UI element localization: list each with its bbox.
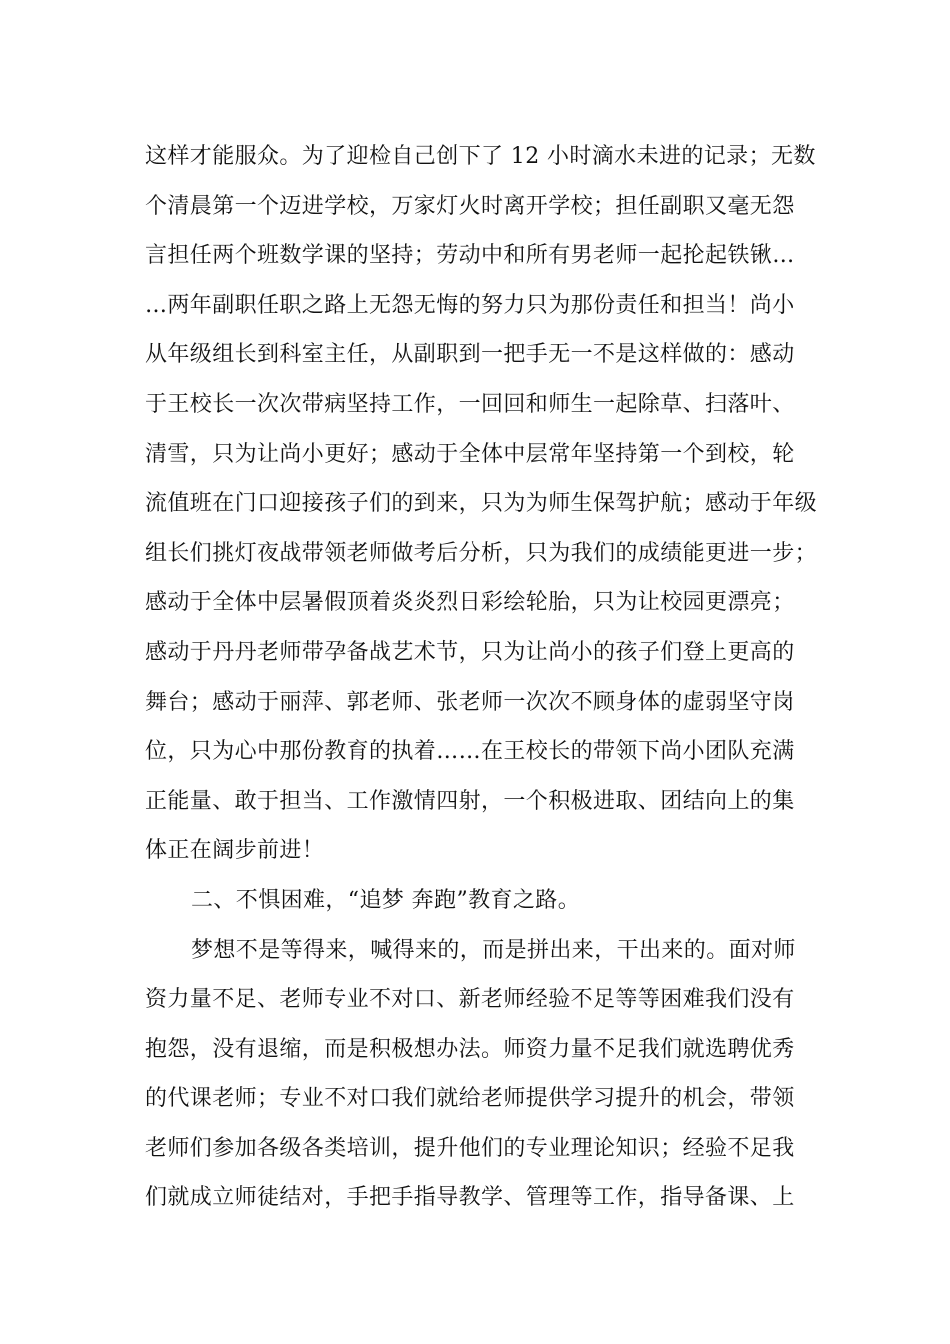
text-line: 梦想不是等得来，喊得来的，而是拼出来，干出来的。面对师	[191, 937, 796, 963]
text-line: 体正在阔步前进！	[145, 838, 325, 864]
text-line: 的代课老师；专业不对口我们就给老师提供学习提升的机会，带领	[145, 1086, 795, 1112]
text-line: 老师们参加各级各类培训，提升他们的专业理论知识；经验不足我	[145, 1135, 795, 1161]
text-line: 个清晨第一个迈进学校，万家灯火时离开学校；担任副职又毫无怨	[145, 193, 795, 219]
text-line: 感动于丹丹老师带孕备战艺术节，只为让尚小的孩子们登上更高的	[145, 639, 795, 665]
text-line: 于王校长一次次带病坚持工作，一回回和师生一起除草、扫落叶、	[145, 391, 795, 417]
text-line: 们就成立师徒结对，手把手指导教学、管理等工作，指导备课、上	[145, 1185, 795, 1211]
text-line: 感动于全体中层暑假顶着炎炎烈日彩绘轮胎，只为让校园更漂亮；	[145, 590, 795, 616]
text-line: 舞台；感动于丽萍、郭老师、张老师一次次不顾身体的虚弱坚守岗	[145, 689, 795, 715]
text-line: 位，只为心中那份教育的执着……在王校长的带领下尚小团队充满	[145, 739, 795, 765]
text-line: 组长们挑灯夜战带领老师做考后分析，只为我们的成绩能更进一步；	[145, 540, 818, 566]
section-heading: 二、不惧困难，“追梦 奔跑”教育之路。	[191, 887, 581, 913]
text-line: 从年级组长到科室主任，从副职到一把手无一不是这样做的：感动	[145, 342, 795, 368]
text-line: 资力量不足、老师专业不对口、新老师经验不足等等困难我们没有	[145, 987, 795, 1013]
text-line: 流值班在门口迎接孩子们的到来，只为为师生保驾护航；感动于年级	[145, 491, 818, 517]
body-text	[145, 132, 835, 1223]
text-line: 正能量、敢于担当、工作激情四射，一个积极进取、团结向上的集	[145, 788, 795, 814]
text-line: 这样才能服众。为了迎检自己创下了 12 小时滴水未进的记录；无数	[145, 144, 816, 169]
text-line: 言担任两个班数学课的坚持；劳动中和所有男老师一起抡起铁锹…	[145, 243, 795, 269]
text-line: 抱怨，没有退缩，而是积极想办法。师资力量不足我们就选聘优秀	[145, 1036, 795, 1062]
text-line: 清雪，只为让尚小更好；感动于全体中层常年坚持第一个到校，轮	[145, 441, 795, 467]
text-line: …两年副职任职之路上无怨无悔的努力只为那份责任和担当！尚小	[145, 292, 795, 318]
